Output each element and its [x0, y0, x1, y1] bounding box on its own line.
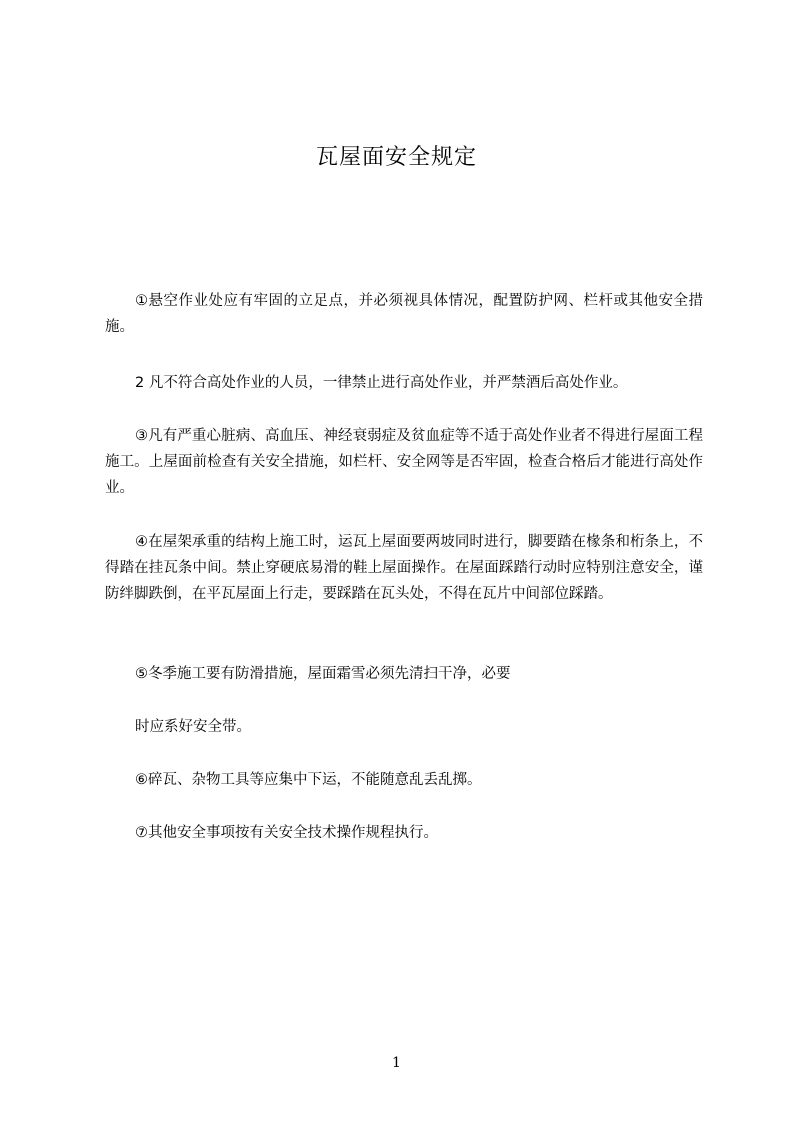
paragraph-4: ④在屋架承重的结构上施工时，运瓦上屋面要两坡同时进行，脚要踏在椽条和桁条上，不得踏在挂瓦条中间。禁止穿硬底易滑的鞋上屋面操作。在屋面踩踏行动时应特别注意安全，谨防绊脚跌倒，在平瓦屋面上行走，要踩踏在瓦头处，不得在瓦片中间部位踩踏。: [105, 534, 703, 602]
paragraph-1: ①悬空作业处应有牢固的立足点，并必须视具体情况，配置防护网、栏杆或其他安全措施。: [105, 293, 703, 335]
paragraph-5: ⑤冬季施工要有防滑措施，屋面霜雪必须先清扫干净，必要: [135, 666, 511, 682]
page-number: 1: [392, 1055, 401, 1071]
paragraph-6: ⑥碎瓦、杂物工具等应集中下运，不能随意乱丢乱掷。: [135, 772, 482, 788]
paragraph-2: 2 凡不符合高处作业的人员，一律禁止进行高处作业，并严禁酒后高处作业。: [135, 375, 628, 391]
paragraph-3: ③凡有严重心脏病、高血压、神经衰弱症及贫血症等不适于高处作业者不得进行屋面工程施工。上屋面前检查有关安全措施，如栏杆、安全网等是否牢固，检查合格后才能进行高处作业。: [105, 428, 703, 496]
paragraph-7: ⑦其他安全事项按有关安全技术操作规程执行。: [135, 825, 438, 841]
page-title: 瓦屋面安全规定: [315, 145, 477, 170]
paragraph-5-continued: 时应系好安全带。: [135, 719, 251, 735]
